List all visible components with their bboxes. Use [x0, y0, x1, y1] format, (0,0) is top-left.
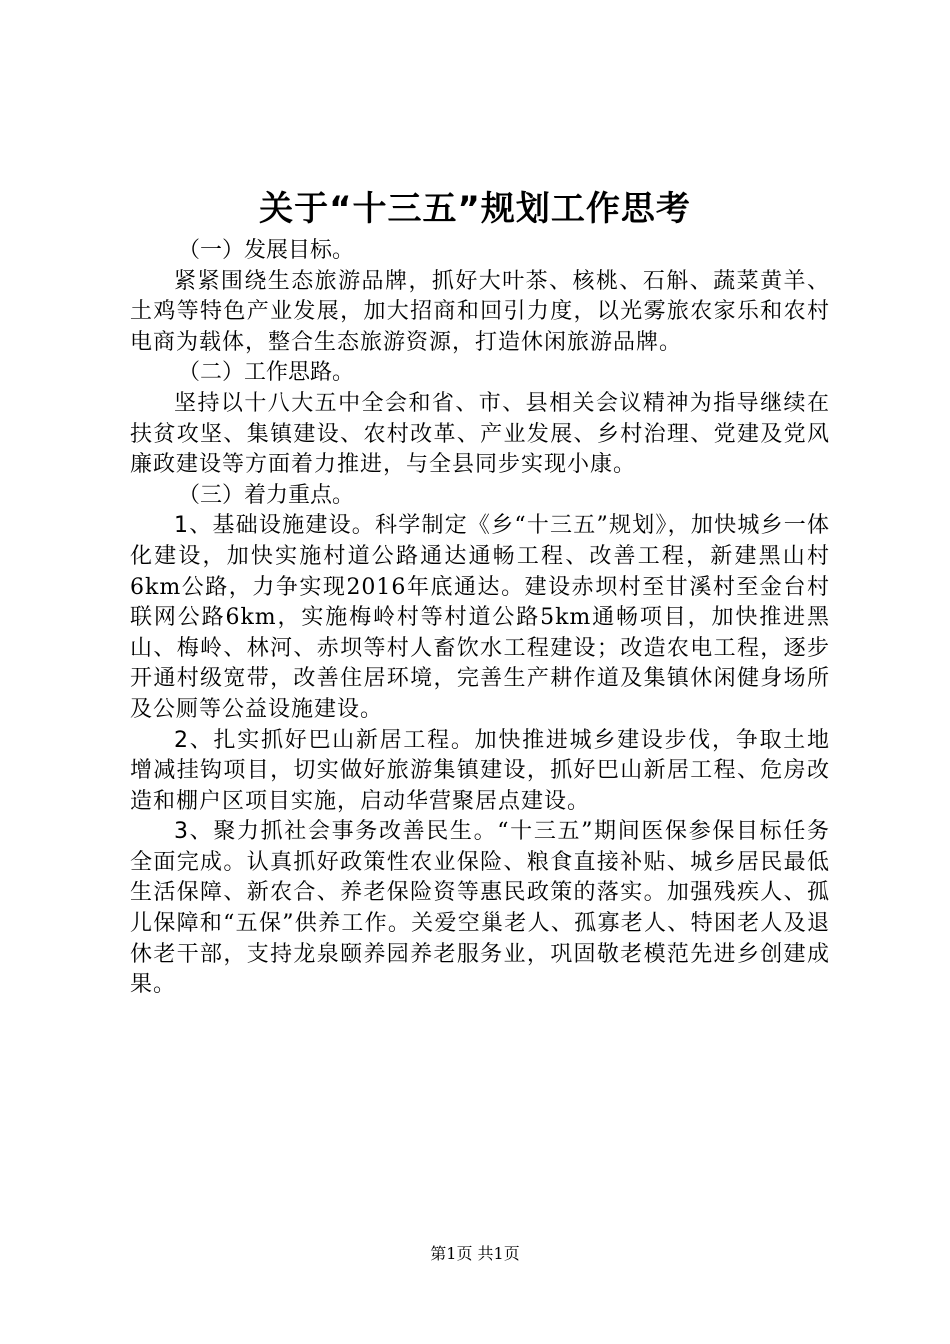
- section-heading-2: （二）工作思路。: [178, 360, 355, 386]
- key-point-3-lead: 3、聚力抓社会事务改善民生。: [174, 819, 498, 845]
- section-heading-3: （三）着力重点。: [178, 482, 355, 508]
- page-footer: 第1页 共1页: [430, 1244, 520, 1263]
- key-point-1-text: 科学制定《乡“十三五”规划》，加快城乡一体化建设，加快实施村道公路通达通畅工程、改善工程，新建黑山村6km公路，力争实现2016年底通达。建设赤坝村至甘溪村至金台村联网公路6km，实施梅岭村等村道公路5km通畅项目，加快推进黑山、梅岭、林河、赤坝等村人畜饮水工程建设；改造农电工程，逐步开通村级宽带，改善住居环境，完善生产耕作道及集镇休闲健身场所及公厕等公益设施建设。: [130, 513, 830, 722]
- key-point-2-lead: 2、扎实抓好巴山新居工程。: [174, 727, 475, 753]
- section-paragraph-2: 坚持以十八大五中全会和省、市、县相关会议精神为指导继续在扶贫攻坚、集镇建设、农村改革、产业发展、乡村治理、党建及党风廉政建设等方面着力推进，与全县同步实现小康。: [130, 390, 830, 478]
- key-point-1-lead: 1、基础设施建设。: [174, 513, 376, 539]
- section-heading-1: （一）发展目标。: [178, 238, 355, 263]
- key-point-2-text: 加快推进城乡建设步伐，争取土地增减挂钩项目，切实做好旅游集镇建设，抓好巴山新居工程、危房改造和棚户区项目实施，启动华营聚居点建设。: [130, 727, 830, 814]
- document-title: 关于“十三五”规划工作思考: [259, 189, 691, 229]
- key-point-3-text: “十三五”期间医保参保目标任务全面完成。认真抓好政策性农业保险、粮食直接补贴、城乡居民最低生活保障、新农合、养老保险资等惠民政策的落实。加强残疾人、孤儿保障和“五保”供养工作。关爱空巢老人、孤寡老人、特困老人及退休老干部，支持龙泉颐养园养老服务业，巩固敬老模范先进乡创建成果。: [130, 819, 830, 998]
- key-point-1: [130, 511, 830, 725]
- key-point-3: [130, 817, 830, 1001]
- section-paragraph-1: 紧紧围绕生态旅游品牌，抓好大叶茶、核桃、石斛、蔬菜黄羊、土鸡等特色产业发展，加大招商和回引力度，以光雾旅农家乐和农村电商为载体，整合生态旅游资源，打造休闲旅游品牌。: [130, 268, 830, 355]
- key-point-2: [130, 726, 830, 818]
- document-body: [130, 236, 830, 1001]
